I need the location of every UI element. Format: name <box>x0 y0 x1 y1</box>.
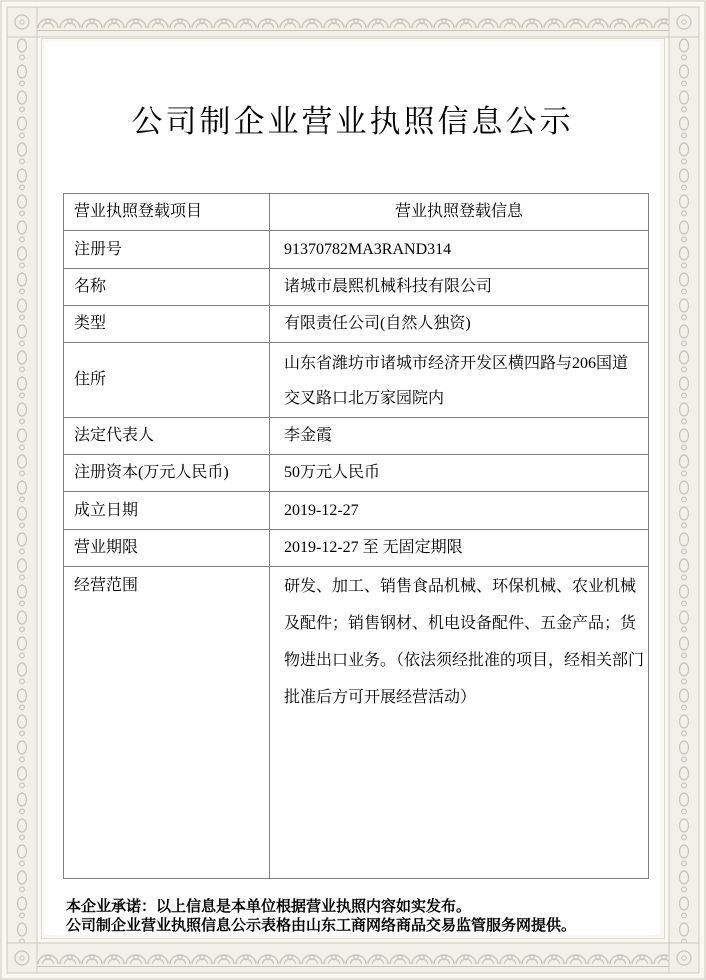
row-label: 类型 <box>64 306 270 343</box>
row-value: 诸城市晨熙机械科技有限公司 <box>270 269 649 306</box>
row-value: 李金霞 <box>270 418 649 455</box>
header-info-label: 营业执照登载信息 <box>270 194 649 231</box>
table-row-establishment-date <box>64 492 649 530</box>
row-value: 50万元人民币 <box>270 455 649 492</box>
footer-commitment-line: 本企业承诺：以上信息是本单位根据营业执照内容如实发布。 <box>66 898 472 915</box>
table-row-address <box>64 343 649 418</box>
row-label: 成立日期 <box>64 492 270 530</box>
row-value: 91370782MA3RAND314 <box>270 231 649 269</box>
table-row-business-scope <box>64 567 649 879</box>
row-value: 研发、加工、销售食品机械、环保机械、农业机械及配件；销售钢材、机电设备配件、五金产品；货物进出口业务。（依法须经批准的项目，经相关部门批准后方可开展经营活动） <box>270 567 649 879</box>
license-table <box>63 193 649 879</box>
table-row-registered-capital <box>64 455 649 492</box>
table-row-company-type <box>64 306 649 343</box>
row-value: 2019-12-27 至 无固定期限 <box>270 530 649 567</box>
row-label: 营业期限 <box>64 530 270 567</box>
footer-provider-line: 公司制企业营业执照信息公示表格由山东工商网络商品交易监管服务网提供。 <box>66 917 577 934</box>
footer-disclaimer <box>66 897 576 935</box>
row-label: 注册资本(万元人民币) <box>64 455 270 492</box>
table-row-company-name <box>64 269 649 306</box>
table-row-registration-number <box>64 231 649 269</box>
row-label: 注册号 <box>64 231 270 269</box>
page-title: 公司制企业营业执照信息公示 <box>131 104 574 139</box>
table-row-business-term <box>64 530 649 567</box>
table-header-row <box>64 194 649 231</box>
table-row-legal-representative <box>64 418 649 455</box>
row-value: 有限责任公司(自然人独资) <box>270 306 649 343</box>
document-content <box>45 42 660 935</box>
row-value: 2019-12-27 <box>270 492 649 530</box>
row-label: 名称 <box>64 269 270 306</box>
header-item-label: 营业执照登载项目 <box>64 194 270 231</box>
row-label: 经营范围 <box>64 567 270 879</box>
row-label: 住所 <box>64 343 270 418</box>
row-value: 山东省潍坊市诸城市经济开发区横四路与206国道交叉路口北万家园院内 <box>270 343 649 418</box>
row-label: 法定代表人 <box>64 418 270 455</box>
